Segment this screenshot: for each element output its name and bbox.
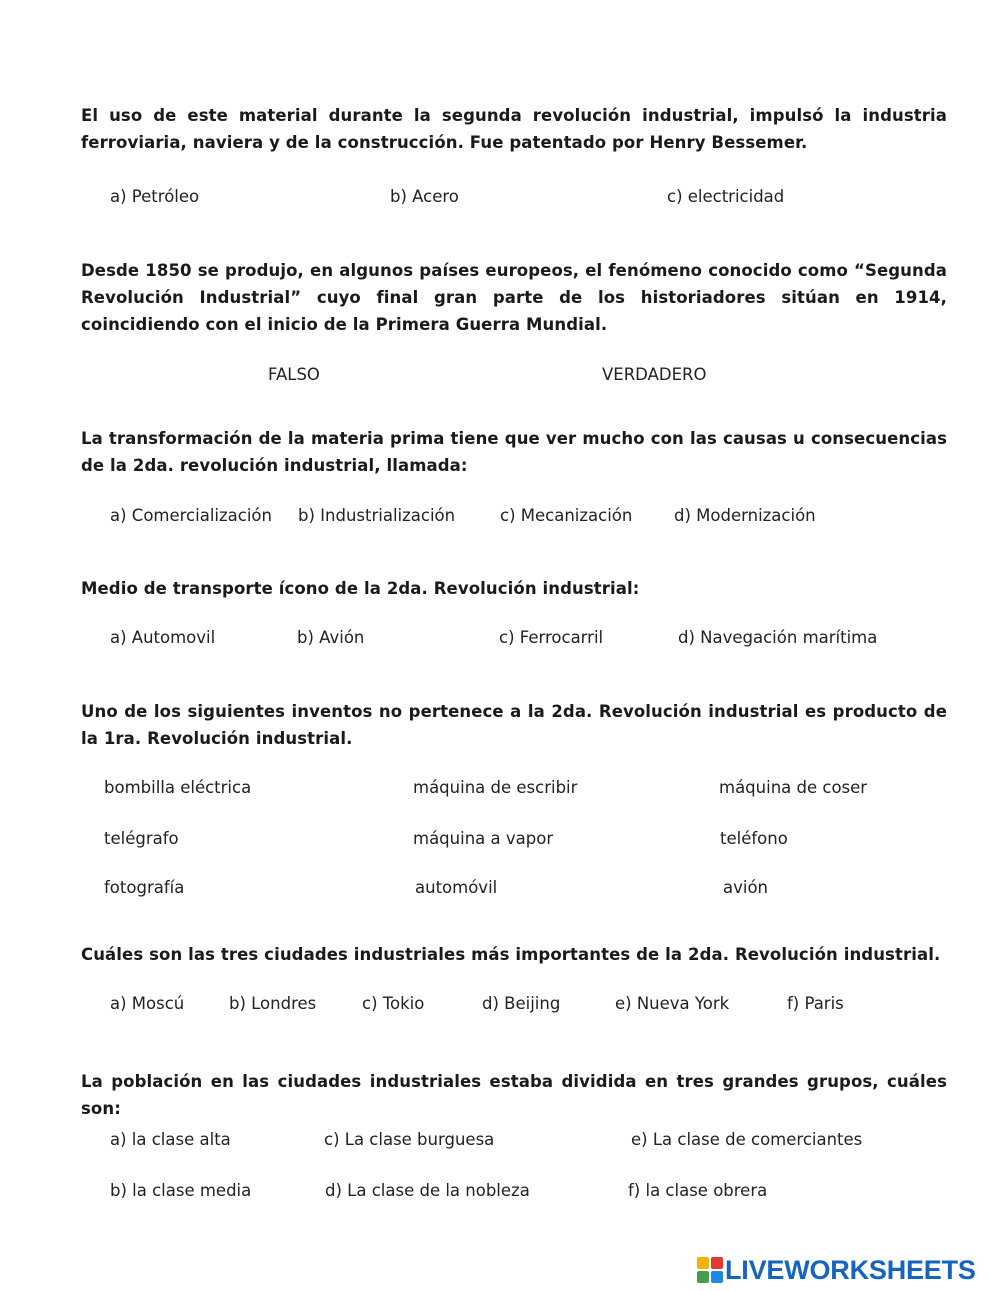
question-3-option-c[interactable]: c) Mecanización — [500, 506, 633, 525]
question-4-text: Medio de transporte ícono de la 2da. Revolución industrial: — [81, 579, 640, 598]
question-1-option-b[interactable]: b) Acero — [390, 187, 459, 206]
question-5-option-maquina-vapor[interactable]: máquina a vapor — [413, 829, 554, 848]
question-6-text: Cuáles son las tres ciudades industriales más importantes de la 2da. Revolución industrial. — [81, 945, 941, 964]
question-5-option-telegrafo[interactable]: telégrafo — [104, 829, 179, 848]
question-5-option-fotografia[interactable]: fotografía — [104, 878, 185, 897]
question-6-option-d[interactable]: d) Beijing — [482, 994, 561, 1013]
question-2-text: Desde 1850 se produjo, en algunos países europeos, el fenómeno conocido como “Segunda Revolución Industrial” cuyo final gran parte de los historiadores sitúan en 1914, coincidiendo con el inicio de la Primera Guerra Mundial. — [81, 261, 947, 334]
question-5-option-telefono[interactable]: teléfono — [720, 829, 788, 848]
question-5-option-avion[interactable]: avión — [723, 878, 769, 897]
question-1-option-a[interactable]: a) Petróleo — [110, 187, 200, 206]
question-2-option-falso[interactable]: FALSO — [268, 365, 320, 384]
question-6-option-f[interactable]: f) Paris — [787, 994, 844, 1013]
liveworksheets-logo-text: LIVEWORKSHEETS — [725, 1254, 976, 1285]
question-4-option-d[interactable]: d) Navegación marítima — [678, 628, 878, 647]
question-6-option-c[interactable]: c) Tokio — [362, 994, 425, 1013]
question-5-option-automovil[interactable]: automóvil — [415, 878, 498, 897]
question-4-option-c[interactable]: c) Ferrocarril — [499, 628, 604, 647]
liveworksheets-logo-icon — [697, 1257, 723, 1283]
question-7-option-f[interactable]: f) la clase obrera — [628, 1181, 768, 1200]
liveworksheets-logo — [697, 1254, 976, 1286]
question-7-option-c[interactable]: c) La clase burguesa — [324, 1130, 495, 1149]
question-3-option-a[interactable]: a) Comercialización — [110, 506, 272, 525]
question-5-option-maquina-escribir[interactable]: máquina de escribir — [413, 778, 578, 797]
question-5-option-bombilla[interactable]: bombilla eléctrica — [104, 778, 252, 797]
question-5-text: Uno de los siguientes inventos no pertenece a la 2da. Revolución industrial es producto de la 1ra. Revolución industrial. — [81, 702, 947, 748]
question-3-option-d[interactable]: d) Modernización — [674, 506, 816, 525]
question-3-text: La transformación de la materia prima tiene que ver mucho con las causas u consecuencias de la 2da. revolución industrial, llamada: — [81, 429, 947, 475]
question-7-option-d[interactable]: d) La clase de la nobleza — [325, 1181, 530, 1200]
question-7-option-a[interactable]: a) la clase alta — [110, 1130, 231, 1149]
question-6-option-b[interactable]: b) Londres — [229, 994, 317, 1013]
question-1-text: El uso de este material durante la segunda revolución industrial, impulsó la industria ferroviaria, naviera y de la construcción. Fue patentado por Henry Bessemer. — [81, 106, 947, 152]
question-7-text: La población en las ciudades industriales estaba dividida en tres grandes grupos, cuáles son: — [81, 1072, 947, 1118]
question-5-option-maquina-coser[interactable]: máquina de coser — [719, 778, 868, 797]
question-1-option-c[interactable]: c) electricidad — [667, 187, 785, 206]
question-4-option-b[interactable]: b) Avión — [297, 628, 365, 647]
question-6-option-e[interactable]: e) Nueva York — [615, 994, 730, 1013]
question-7-option-b[interactable]: b) la clase media — [110, 1181, 252, 1200]
question-4-option-a[interactable]: a) Automovil — [110, 628, 216, 647]
question-7-option-e[interactable]: e) La clase de comerciantes — [631, 1130, 863, 1149]
question-2-option-verdadero[interactable]: VERDADERO — [602, 365, 707, 384]
question-3-option-b[interactable]: b) Industrialización — [298, 506, 456, 525]
question-6-option-a[interactable]: a) Moscú — [110, 994, 185, 1013]
